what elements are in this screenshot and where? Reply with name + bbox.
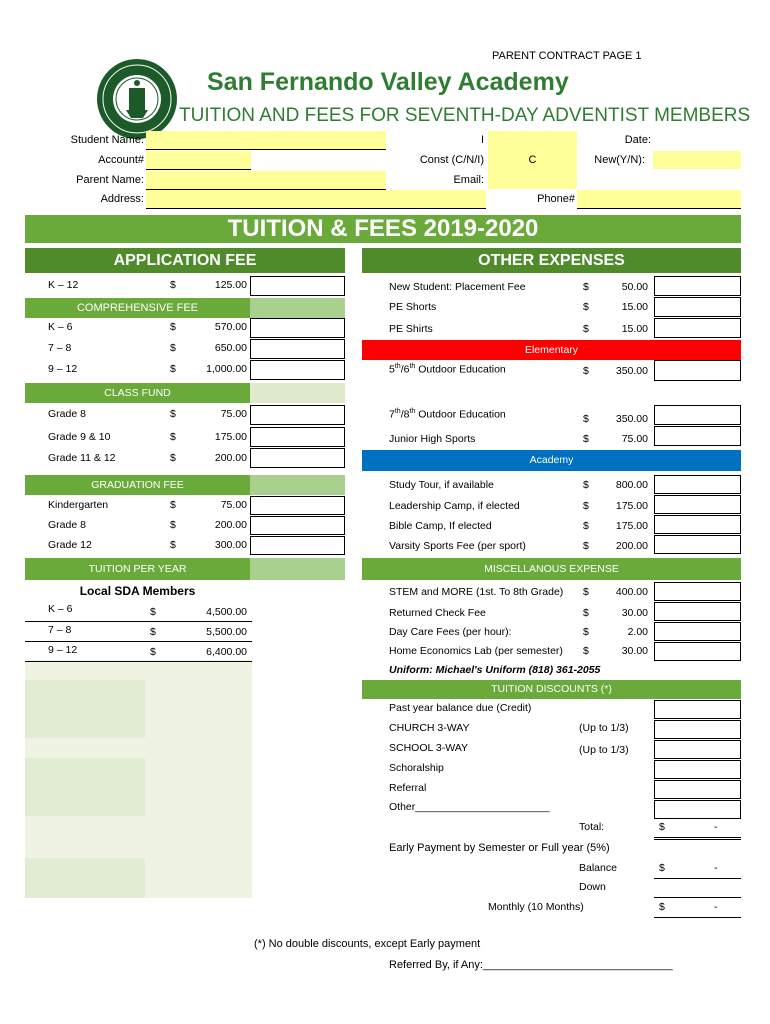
table-row: Referral: [362, 780, 741, 799]
table-row: 9 – 12 $ 6,400.00: [48, 644, 247, 658]
amount-input[interactable]: [250, 339, 345, 359]
comprehensive-fee-rows: [25, 318, 345, 380]
table-row: SCHOOL 3-WAY (Up to 1/3): [362, 740, 741, 759]
table-row: 7th/8th Outdoor Education $ 350.00: [362, 405, 741, 425]
elementary-header: Elementary: [362, 340, 741, 360]
table-row: K – 6 $ 570.00: [25, 318, 345, 338]
shaded-block: [25, 858, 145, 898]
tuition-subtitle: Local SDA Members: [79, 584, 196, 598]
phone-label: Phone#: [537, 193, 575, 205]
amount-input[interactable]: [654, 515, 741, 534]
school-name: San Fernando Valley Academy: [207, 68, 569, 96]
table-row: Past year balance due (Credit): [362, 700, 741, 719]
table-row: Leadership Camp, if elected $ 175.00: [362, 495, 741, 514]
tuition-banner: TUITION & FEES 2019-2020: [25, 215, 741, 243]
table-row: K – 6 $ 4,500.00: [48, 603, 247, 618]
total-label: Total:: [579, 821, 605, 833]
table-row: Schoralship: [362, 760, 741, 779]
const-label: Const (C/N/I): [419, 154, 484, 166]
early-payment-label: Early Payment by Semester or Full year (5%): [389, 842, 610, 854]
table-row: 7 – 8 $ 5,500.00: [48, 624, 247, 638]
table-row: Grade 8 $ 75.00: [25, 405, 345, 425]
tuition-per-year-header: TUITION PER YEAR: [25, 558, 345, 580]
address-field[interactable]: [146, 190, 486, 209]
uniform-note: Uniform: Michael's Uniform (818) 361-2055: [389, 664, 601, 676]
academy-rows: [362, 475, 741, 556]
referred-by-line[interactable]: Referred By, if Any:_______________________________: [389, 959, 673, 971]
amount-input[interactable]: [654, 426, 741, 446]
junior-high-rows: [362, 405, 741, 447]
table-row: Home Economics Lab (per semester) $ 30.00: [362, 642, 741, 661]
jh-outdoor-label: 7th/8th Outdoor Education: [389, 408, 506, 421]
i-label: I: [480, 134, 484, 146]
application-fee-header: APPLICATION FEE: [25, 248, 345, 273]
table-row: 7 – 8 $ 650.00: [25, 339, 345, 359]
down-field[interactable]: [654, 879, 741, 898]
new-field[interactable]: [653, 151, 741, 169]
table-row: K – 12 $ 125.00: [25, 276, 345, 296]
amount-input[interactable]: [654, 276, 741, 296]
balance-label: Balance: [579, 862, 617, 874]
table-row: Grade 12 $ 300.00: [25, 536, 345, 555]
monthly-field[interactable]: $ -: [654, 898, 741, 918]
discount-rows: [362, 700, 741, 820]
academy-header: Academy: [362, 450, 741, 471]
down-label: Down: [579, 881, 606, 893]
table-row: Kindergarten $ 75.00: [25, 496, 345, 515]
amount-input[interactable]: [654, 780, 741, 799]
amount-input[interactable]: [654, 318, 741, 338]
table-row: Returned Check Fee $ 30.00: [362, 602, 741, 621]
table-row: Other_______________________: [362, 800, 741, 819]
table-row: Day Care Fees (per hour): $ 2.00: [362, 622, 741, 641]
amount-input[interactable]: [654, 297, 741, 317]
table-row: PE Shirts $ 15.00: [362, 318, 741, 338]
misc-expense-header: MISCELLANOUS EXPENSE: [362, 558, 741, 580]
amount-input[interactable]: [250, 318, 345, 338]
amount-input[interactable]: [654, 800, 741, 819]
no-double-discount-note: (*) No double discounts, except Early payment: [254, 938, 481, 950]
table-row: CHURCH 3-WAY (Up to 1/3): [362, 720, 741, 739]
amount-input[interactable]: [654, 405, 741, 425]
page-label: PARENT CONTRACT PAGE 1: [492, 50, 642, 62]
tuition-discounts-header: TUITION DISCOUNTS (*): [362, 680, 741, 699]
elementary-label: 5th/6th Outdoor Education: [389, 363, 506, 376]
address-label: Address:: [100, 193, 144, 205]
graduation-fee-rows: [25, 496, 345, 556]
amount-input[interactable]: [250, 405, 345, 425]
shaded-block: [25, 758, 145, 816]
shaded-block: [25, 680, 145, 738]
email-label: Email:: [453, 174, 484, 186]
class-fund-rows: [25, 405, 345, 469]
const-value: C: [528, 154, 537, 166]
amount-input[interactable]: [250, 496, 345, 515]
monthly-label: Monthly (10 Months): [488, 901, 584, 913]
table-row: Grade 9 & 10 $ 175.00: [25, 427, 345, 447]
balance-field[interactable]: $ -: [654, 859, 741, 879]
school-seal-logo: [96, 58, 178, 140]
parent-name-label: Parent Name:: [76, 174, 144, 186]
comprehensive-fee-header: COMPREHENSIVE FEE: [25, 298, 345, 318]
row-divider: [25, 641, 252, 642]
amount-input[interactable]: [250, 448, 345, 468]
total-field[interactable]: $ -: [654, 818, 741, 840]
graduation-fee-header: GRADUATION FEE: [25, 475, 345, 495]
table-row: Varsity Sports Fee (per sport) $ 200.00: [362, 535, 741, 554]
amount-input[interactable]: [250, 536, 345, 555]
amount-input[interactable]: [250, 427, 345, 447]
other-expenses-rows: [362, 276, 741, 338]
table-row: Grade 11 & 12 $ 200.00: [25, 448, 345, 468]
row-divider: [25, 661, 252, 662]
amount-input[interactable]: [250, 516, 345, 535]
table-row: 5th/6th Outdoor Education $ 350.00: [362, 360, 741, 381]
amount-input[interactable]: [654, 475, 741, 494]
page-subtitle: TUITION AND FEES FOR SEVENTH-DAY ADVENTIST MEMBERS: [179, 105, 751, 126]
amount-input[interactable]: [250, 276, 345, 296]
student-name-label: Student Name:: [70, 134, 144, 146]
amount-input[interactable]: [654, 360, 741, 381]
class-fund-header: CLASS FUND: [25, 383, 345, 403]
amount-input[interactable]: [654, 642, 741, 661]
amount-input[interactable]: [654, 495, 741, 514]
phone-field[interactable]: [577, 190, 741, 209]
amount-input[interactable]: [654, 582, 741, 601]
row-divider: [25, 621, 252, 622]
tuition-rows: [25, 602, 252, 662]
amount-input[interactable]: [654, 622, 741, 641]
amount-input[interactable]: [654, 602, 741, 621]
amount-input[interactable]: [654, 720, 741, 739]
misc-expense-rows: [362, 582, 741, 662]
table-row: Bible Camp, If elected $ 175.00: [362, 515, 741, 534]
other-expenses-header: OTHER EXPENSES: [362, 248, 741, 273]
table-row: PE Shorts $ 15.00: [362, 297, 741, 317]
amount-input[interactable]: [250, 360, 345, 380]
table-row: Study Tour, if available $ 800.00: [362, 475, 741, 494]
table-row: STEM and MORE (1st. To 8th Grade) $ 400.00: [362, 582, 741, 601]
amount-input[interactable]: [654, 535, 741, 554]
date-label: Date:: [624, 134, 651, 146]
table-row: Grade 8 $ 200.00: [25, 516, 345, 535]
amount-input[interactable]: [654, 700, 741, 719]
amount-input[interactable]: [654, 760, 741, 779]
account-label: Account#: [98, 154, 144, 166]
table-row: New Student: Placement Fee $ 50.00: [362, 276, 741, 296]
table-row: Junior High Sports $ 75.00: [362, 426, 741, 446]
account-field[interactable]: [146, 151, 251, 170]
amount-input[interactable]: [654, 740, 741, 759]
parent-name-field[interactable]: [146, 171, 386, 190]
new-label: New(Y/N):: [594, 154, 645, 166]
table-row: 9 – 12 $ 1,000.00: [25, 360, 345, 380]
student-name-field[interactable]: [146, 131, 386, 150]
